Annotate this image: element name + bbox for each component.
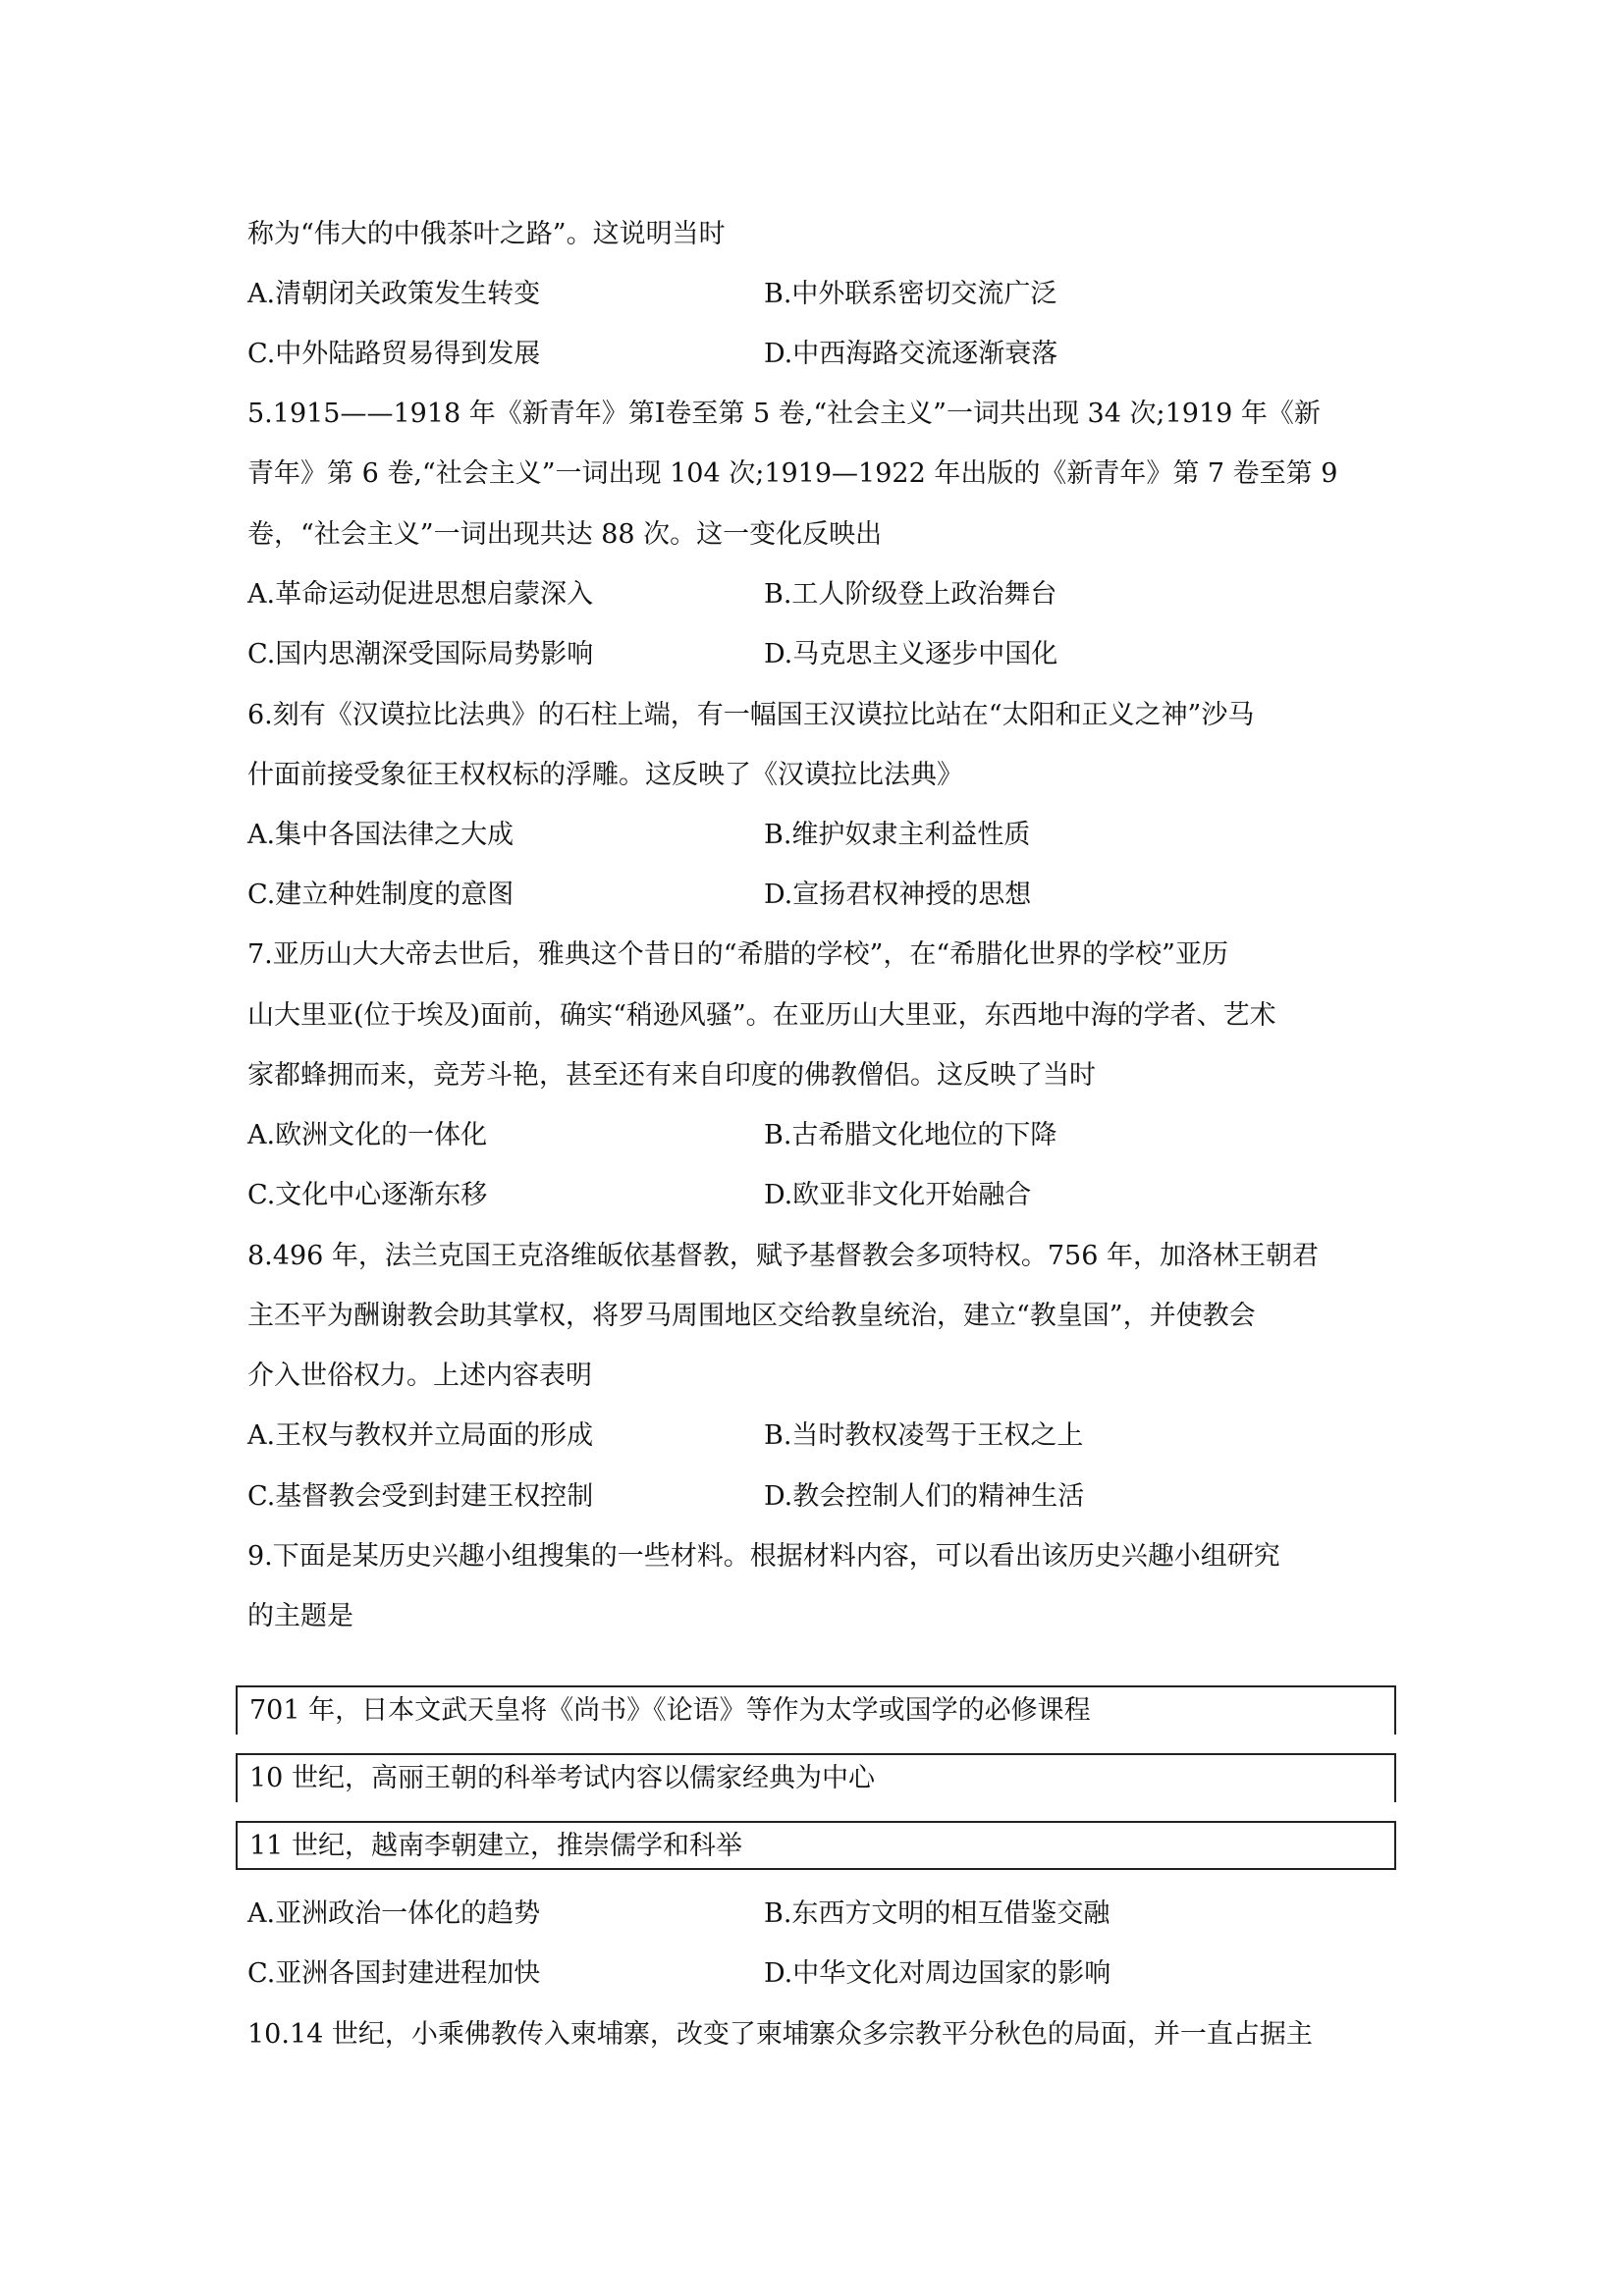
q7-stem-line-1: 7.亚历山大大帝去世后，雅典这个昔日的“希腊的学校”，在“希腊化世界的学校”亚历 [247, 939, 1228, 970]
q6-option-d[interactable]: D.宣扬君权神授的思想 [764, 880, 1032, 910]
q10-stem-line-1: 10.14 世纪，小乘佛教传入柬埔寨，改变了柬埔寨众多宗教平分秋色的局面，并一直占据主 [247, 2019, 1313, 2050]
q8-stem-line-1: 8.496 年，法兰克国王克洛维皈依基督教，赋予基督教会多项特权。756 年，加洛林王朝君 [247, 1241, 1319, 1271]
q9-option-b[interactable]: B.东西方文明的相互借鉴交融 [764, 1898, 1110, 1929]
q7-stem-line-3: 家都蜂拥而来，竞芳斗艳，甚至还有来自印度的佛教僧侣。这反映了当时 [247, 1060, 1096, 1091]
q5-option-c[interactable]: C.国内思潮深受国际局势影响 [247, 639, 594, 669]
q5-option-d[interactable]: D.马克思主义逐步中国化 [764, 639, 1058, 669]
q8-option-b[interactable]: B.当时教权凌驾于王权之上 [764, 1420, 1084, 1451]
q5-stem-line-2: 青年》第 6 卷,“社会主义”一词出现 104 次;1919—1922 年出版的《新青年》第 7 卷至第 9 [247, 458, 1338, 489]
q6-stem-line-1: 6.刻有《汉谟拉比法典》的石柱上端，有一幅国王汉谟拉比站在“太阳和正义之神”沙马 [247, 700, 1255, 730]
q5-stem-line-1: 5.1915——1918 年《新青年》第Ⅰ卷至第 5 卷,“社会主义”一词共出现 34 次;1919 年《新 [247, 399, 1321, 429]
q9-option-d[interactable]: D.中华文化对周边国家的影响 [764, 1958, 1111, 1989]
q4-stem-end: 称为“伟大的中俄茶叶之路”。这说明当时 [247, 219, 726, 249]
q7-stem-line-2: 山大里亚(位于埃及)面前，确实“稍逊风骚”。在亚历山大里亚，东西地中海的学者、艺术 [247, 1000, 1276, 1031]
q8-option-c[interactable]: C.基督教会受到封建王权控制 [247, 1481, 594, 1512]
q6-option-c[interactable]: C.建立种姓制度的意图 [247, 880, 514, 910]
q4-option-d[interactable]: D.中西海路交流逐渐衰落 [764, 339, 1058, 369]
q8-stem-line-2: 主丕平为酬谢教会助其掌权，将罗马周围地区交给教皇统治，建立“教皇国”，并使教会 [247, 1301, 1256, 1331]
material-box-1 [236, 1685, 1396, 1735]
q7-option-b[interactable]: B.古希腊文化地位的下降 [764, 1120, 1057, 1150]
q8-option-d[interactable]: D.教会控制人们的精神生活 [764, 1481, 1085, 1512]
material-box-3 [236, 1821, 1396, 1870]
material-text-2: 10 世纪，高丽王朝的科举考试内容以儒家经典为中心 [249, 1763, 875, 1793]
q5-option-b[interactable]: B.工人阶级登上政治舞台 [764, 579, 1057, 610]
q9-stem-line-2: 的主题是 [247, 1601, 353, 1631]
q6-option-a[interactable]: A.集中各国法律之大成 [247, 820, 514, 850]
q7-option-c[interactable]: C.文化中心逐渐东移 [247, 1180, 488, 1210]
q9-option-c[interactable]: C.亚洲各国封建进程加快 [247, 1958, 541, 1989]
q6-stem-line-2: 什面前接受象征王权权标的浮雕。这反映了《汉谟拉比法典》 [247, 760, 963, 790]
q4-option-b[interactable]: B.中外联系密切交流广泛 [764, 279, 1057, 309]
q4-option-a[interactable]: A.清朝闭关政策发生转变 [247, 279, 541, 309]
material-text-1: 701 年，日本文武天皇将《尚书》《论语》等作为太学或国学的必修课程 [249, 1695, 1091, 1726]
q9-stem-line-1: 9.下面是某历史兴趣小组搜集的一些材料。根据材料内容，可以看出该历史兴趣小组研究 [247, 1541, 1280, 1572]
material-box-2 [236, 1753, 1396, 1802]
material-text-3: 11 世纪，越南李朝建立，推崇儒学和科举 [249, 1831, 742, 1861]
q5-stem-line-3: 卷，“社会主义”一词出现共达 88 次。这一变化反映出 [247, 519, 883, 550]
q7-option-a[interactable]: A.欧洲文化的一体化 [247, 1120, 488, 1150]
q5-option-a[interactable]: A.革命运动促进思想启蒙深入 [247, 579, 594, 610]
q4-option-c[interactable]: C.中外陆路贸易得到发展 [247, 339, 541, 369]
q6-option-b[interactable]: B.维护奴隶主利益性质 [764, 820, 1031, 850]
q8-stem-line-3: 介入世俗权力。上述内容表明 [247, 1361, 592, 1391]
q7-option-d[interactable]: D.欧亚非文化开始融合 [764, 1180, 1032, 1210]
q8-option-a[interactable]: A.王权与教权并立局面的形成 [247, 1420, 594, 1451]
q9-option-a[interactable]: A.亚洲政治一体化的趋势 [247, 1898, 541, 1929]
